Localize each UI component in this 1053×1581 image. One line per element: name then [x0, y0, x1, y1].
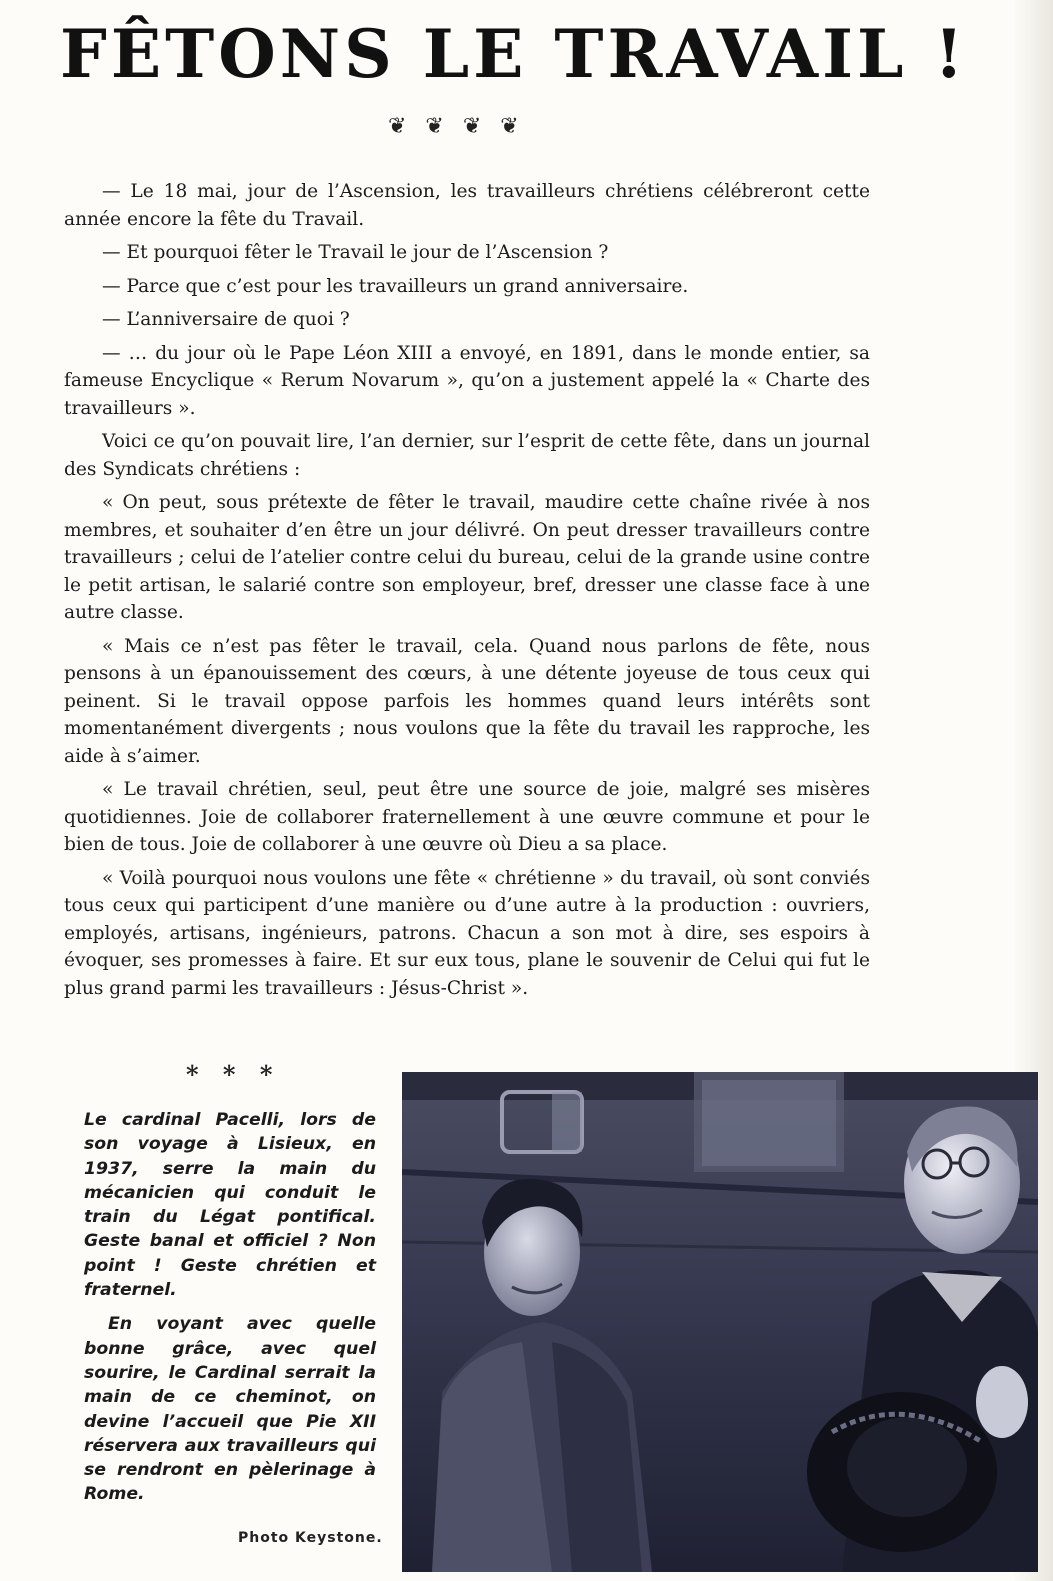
section-separator: * * *: [186, 1060, 281, 1089]
paragraph: — … du jour où le Pape Léon XIII a envoyé, en 1891, dans le monde entier, sa fameuse Encyclique « Rerum Novarum », qu’on a justement appelé la « Charte des travailleurs ».: [64, 342, 870, 419]
article-body: [64, 178, 870, 1008]
ornament-row: ❦ ❦ ❦ ❦: [388, 114, 525, 139]
paragraph: — Et pourquoi fêter le Travail le jour de l’Ascension ?: [102, 242, 609, 263]
quote-paragraph: « Mais ce n’est pas fêter le travail, cela. Quand nous parlons de fête, nous pensons à un épanouissement des cœurs, à une détente joyeuse de tous ceux qui peinent. Si le travail oppose parfois les hommes quand leurs intérêts sont momentanément divergents ; nous voulons que la fête du travail les rapproche, les aide à s’aimer.: [64, 635, 870, 767]
quote-paragraph: « Voilà pourquoi nous voulons une fête « chrétienne » du travail, où sont conviés tous ceux qui participent d’une manière ou d’une autre à la production : ouvriers, employés, artisans, ingénieurs, patrons. Chacun a son mot à dire, ses espoirs à évoquer, ses promesses à faire. Et sur eux tous, plane le souvenir de Celui qui fut le plus grand parmi les travailleurs : Jésus-Christ ».: [64, 867, 870, 999]
photo-caption: [84, 1108, 376, 1517]
paragraph: — L’anniversaire de quoi ?: [102, 309, 350, 330]
article-title: FÊTONS LE TRAVAIL !: [60, 15, 968, 93]
paragraph: — Parce que c’est pour les travailleurs un grand anniversaire.: [102, 275, 689, 297]
photo-illustration: [402, 1072, 1038, 1572]
quote-paragraph: « On peut, sous prétexte de fêter le travail, maudire cette chaîne rivée à nos membres, et souhaiter d’en être un jour délivré. On peut dresser travailleurs contre travailleurs ; celui de l’atelier contre celui du bureau, celui de la grande usine contre le petit artisan, le salarié contre son employeur, bref, dresser une classe face à une autre classe.: [64, 492, 870, 623]
photo-credit: Photo Keystone.: [238, 1530, 383, 1546]
paragraph: Voici ce qu’on pouvait lire, l’an dernier, sur l’esprit de cette fête, dans un journal des Syndicats chrétiens :: [64, 431, 870, 480]
paragraph: — Le 18 mai, jour de l’Ascension, les travailleurs chrétiens célébreront cette année encore la fête du Travail.: [64, 181, 870, 230]
photo-cardinal-handshake: [402, 1072, 1038, 1572]
caption-paragraph: En voyant avec quelle bonne grâce, avec quel sourire, le Cardinal serrait la main de ce cheminot, on devine l’accueil que Pie XII réservera aux travailleurs qui se rendront en pèlerinage à Rome.: [84, 1314, 376, 1505]
quote-paragraph: « Le travail chrétien, seul, peut être une source de joie, malgré ses misères quotidiennes. Joie de collaborer fraternellement à une œuvre commune et pour le bien de tous. Joie de collaborer à une œuvre où Dieu a sa place.: [64, 779, 870, 855]
caption-paragraph: Le cardinal Pacelli, lors de son voyage à Lisieux, en 1937, serre la main du mécanicien qui conduit le train du Légat pontifical. Geste banal et officiel ? Non point ! Geste chrétien et fraternel.: [84, 1110, 376, 1301]
